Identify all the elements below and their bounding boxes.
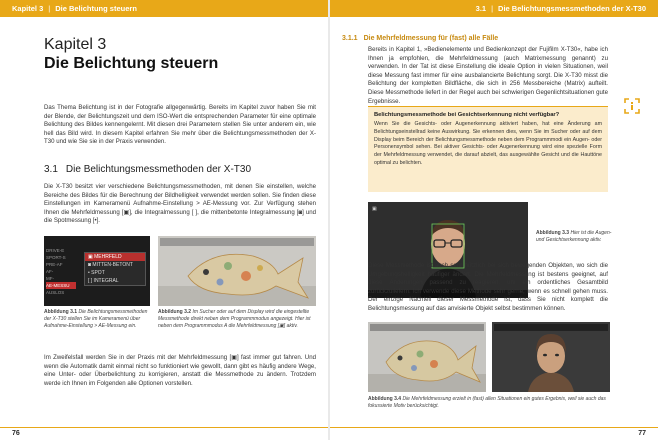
camera-menu-item-active: AE-MESSU (46, 282, 76, 289)
page-footer (0, 427, 328, 440)
info-box (368, 106, 608, 192)
doll-illustration (492, 322, 610, 392)
subsection-paragraph: Bereits in Kapitel 1, »Bedienelemente und Bedienkonzept der Fujifilm X-T30«, habe ich Ihnen ja empfohlen, die Mehrfeldmessung (auch Matrixmessung genannt) zu verwenden. In der Tat ist diese Einstellung die ideale Option in vielen Situationen, weil diese Messung fast immer für eine ausbalancierte Belichtung sorgt. Die X-T30 misst die Belichtung der kompletten Bildfläche, die sich in 256 Messbereiche (Matrix) aufteilt. Diese Messmethode liefert in der Regel auch bei schwierigen Gegenlichtsituationen gute Ergebnisse. (368, 46, 608, 105)
fish-illustration (158, 236, 316, 306)
fish-illustration (368, 322, 486, 392)
intro-paragraph: Das Thema Belichtung ist in der Fotografie allgegenwärtig. Bereits im Kapitel zuvor haben Sie mit der Blende, der Belichtungszeit und dem ISO-Wert die entsprechenden Parameter für eine optimale Belichtung des Bildes kennengelernt. Mit diesen drei Parametern stellen Sie unter anderem ein, wie hell das Bild wird. In diesem Kapitel erfahren Sie mehr über die Belichtungsmessmethoden der X-T30 und wie Sie sie in der Praxis verwenden. (44, 104, 316, 146)
camera-menu-list (46, 240, 76, 296)
info-box-title: Belichtungsmessmethode bei Gesichtserkennung nicht verfügbar? (374, 112, 560, 118)
page-number: 76 (12, 430, 20, 437)
left-page (0, 0, 328, 440)
metering-option-spot: • SPOT (88, 270, 105, 276)
section-number: 3.1 (44, 164, 58, 175)
section-title: Die Belichtungsmessmethoden der X-T30 (65, 164, 251, 175)
header-section: 3.1 (475, 4, 487, 13)
header-chapter: Kapitel 3 (12, 4, 44, 13)
camera-menu-item: PRE-AF (46, 262, 63, 267)
page-footer (330, 427, 658, 440)
caption-text: Die Mehrfeldmessung erzielt in (fast) allen Situationen ein gutes Ergebnis, weil sie auch das fokussierte Motiv berücksichtigt. (368, 396, 606, 409)
header-separator: | (48, 4, 51, 13)
running-header (330, 0, 658, 17)
caption-3-1 (44, 309, 152, 330)
subsection-title: Die Mehrfeldmessung für (fast) alle Fälle (363, 35, 499, 42)
caption-text: Im Sucher oder auf dem Display wird die eingestellte Messmethode direkt neben dem Programmmodus angezeigt. Hier ist neben dem Programmmodus A die Mehrfeldmessung [▣] aktiv. (158, 309, 311, 329)
page-number: 77 (638, 430, 646, 437)
section-heading (44, 164, 251, 175)
chapter-label: Kapitel 3 (44, 36, 107, 53)
subsection-heading (342, 35, 498, 42)
caption-text: Hier ist die Augen- und Gesichtserkennung aktiv. (536, 230, 612, 243)
caption-label: Abbildung 3.2 (158, 309, 192, 315)
chapter-title: Die Belichtung steuern (44, 55, 219, 72)
caption-3-4 (368, 396, 610, 410)
camera-menu-item: DRIVE-E (46, 248, 65, 253)
caption-3-2 (158, 309, 316, 330)
header-separator: | (491, 4, 494, 13)
info-box-text: Wenn Sie die Gesichts- oder Augenerkennung aktiviert haben, hat eine Änderung am Belichtungseinstellrad keine Auswirkung. Sie erkennen dies, wenn Sie im Sucher oder auf dem Display beim Bereich der Belichtungsmessmethode neben dem Programmmodi ein Augen- oder Personensymbol sehen. Bei aktiver Gesichts- oder Augenerkennung wird eine spezielle Form der Mehrfeldmessung verwendet, die darauf abzielt, das ausgewählte Gesicht und die Hauttöne optimal zu belichten. (374, 121, 602, 166)
running-header (0, 0, 328, 17)
caption-3-3 (536, 230, 616, 244)
right-page (330, 0, 658, 440)
metering-option-multi: ▣ MEHRFELD (85, 253, 145, 261)
camera-menu-item: SPORT-S (46, 255, 66, 260)
svg-text:▣: ▣ (372, 206, 377, 212)
camera-menu-item: AUSLOS (46, 290, 65, 295)
fish-photo-2 (368, 322, 486, 392)
caption-text: Die Belichtungsmessmethoden der X-T30 stellen Sie im Kameramenü über Aufnahme-Einstellung > AE-Messung ein. (44, 309, 148, 329)
metering-popup (84, 252, 146, 286)
section-paragraph: Die X-T30 besitzt vier verschiedene Belichtungsmessmethoden, mit denen Sie einstellen, welche Bereiche des Bildes für die Berechnung der Bildhelligkeit verwendet werden sollen. Sie finden diese Einstellungen im Kameramenü Aufnahme-Einstellung > AE-Messung vor. Zur Verfügung stehen Ihnen die Mehrfeldmessung [▣], die Integralmessung [ ], die mittenbetonte Integralmessung [◙] und die Spotmessung [•]. (44, 183, 316, 225)
doll-photo (492, 322, 610, 392)
camera-menu-item: MF- (46, 276, 54, 281)
metering-option-center: ◙ MITTEN-BETONT (88, 262, 133, 268)
camera-menu-item: AF- (46, 269, 54, 274)
camera-menu-item (46, 240, 76, 247)
info-box-icon (624, 98, 640, 114)
header-title: Die Belichtung steuern (55, 4, 137, 13)
metering-option-average: [ ] INTEGRAL (88, 278, 119, 284)
subsection-number: 3.1.1 (342, 35, 358, 42)
header-title: Die Belichtungsmessmethoden der X-T30 (498, 4, 646, 13)
fish-photo-1 (158, 236, 316, 306)
caption-label: Abbildung 3.1 (44, 309, 78, 315)
camera-menu-screenshot (44, 236, 150, 306)
caption-label: Abbildung 3.4 (368, 396, 402, 402)
body-paragraph: Diese Messmethode ist auch sehr nützlich bei sich bewegenden Objekten, wo sich die Umgebungshelligkeit häufiger ändert. Die Mehrfeldmessung ist bestens geeignet, auf diese Änderungen passend zu reagieren, um ein ordentliches Gesamtbild zurückzuliefern. Ich verwende diese Methode sehr gerne, wenn es schnell gehen muss. Der einzige Nachteil dieser Messmethode ist, dass Sie nicht komplett die Belichtungsmessung auf das anvisierte Objekt selbst bestimmen können. (368, 262, 608, 312)
caption-label: Abbildung 3.3 (536, 230, 570, 236)
closing-paragraph: Im Zweifelsfall werden Sie in der Praxis mit der Mehrfeldmessung [▣] fast immer gut fahren. Und wenn die Automatik damit einmal nicht so funktioniert wie gewollt, dann gibt es häufig andere Wege, eine Unter- oder Überbelichtung zu korrigieren, anstatt die Messmethode zu ändern. Trotzdem werde ich Ihnen im Folgenden alle Optionen vorstellen. (44, 354, 316, 387)
